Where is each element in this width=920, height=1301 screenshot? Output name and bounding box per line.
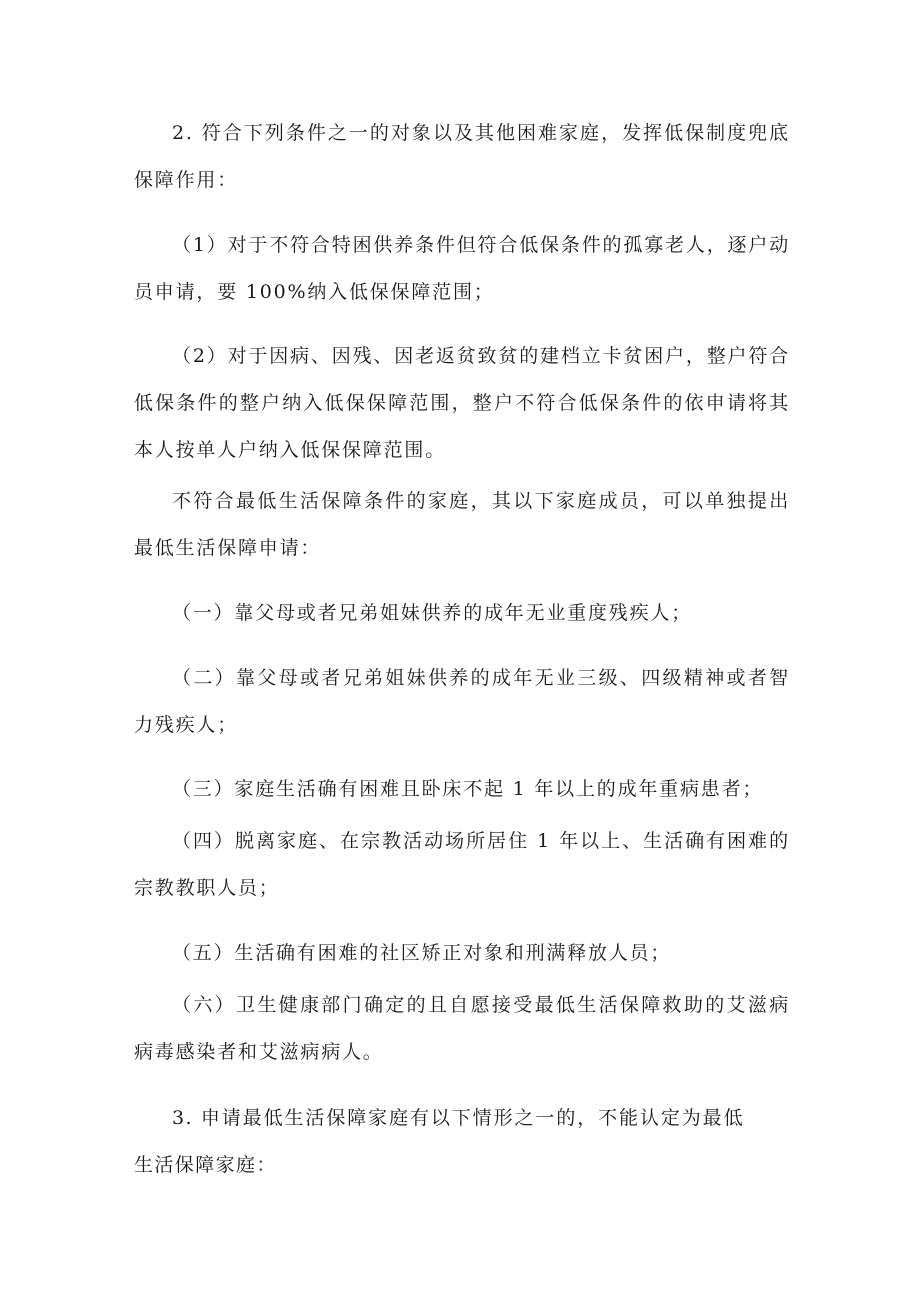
paragraph-member-3: （三）家庭生活确有困难且卧床不起 1 年以上的成年重病患者；	[172, 778, 764, 800]
paragraph-condition-2: 2. 符合下列条件之一的对象以及其他困难家庭，发挥低保制度兜底保障作用：	[134, 122, 790, 191]
paragraph-member-5: （五）生活确有困难的社区矫正对象和刑满释放人员；	[172, 942, 672, 964]
paragraph-member-2: （二）靠父母或者兄弟姐妹供养的成年无业三级、四级精神或者智力残疾人；	[134, 667, 790, 736]
paragraph-item-1-elderly: （1）对于不符合特困供养条件但符合低保条件的孤寡老人，逐户动员申请，要 100%纳入低保保障范围；	[134, 234, 790, 303]
paragraph-condition-3: 3. 申请最低生活保障家庭有以下情形之一的，不能认定为最低生活保障家庭：	[134, 1107, 744, 1176]
paragraph-member-1: （一）靠父母或者兄弟姐妹供养的成年无业重度残疾人；	[172, 602, 693, 624]
paragraph-member-6: （六）卫生健康部门确定的且自愿接受最低生活保障救助的艾滋病病毒感染者和艾滋病病人。	[134, 994, 790, 1063]
paragraph-member-4: （四）脱离家庭、在宗教活动场所居住 1 年以上、生活确有困难的宗教教职人员；	[134, 830, 790, 899]
paragraph-individual-members: 不符合最低生活保障条件的家庭，其以下家庭成员，可以单独提出最低生活保障申请：	[134, 490, 790, 559]
paragraph-item-2-poor-households: （2）对于因病、因残、因老返贫致贫的建档立卡贫困户，整户符合低保条件的整户纳入低保保障范围，整户不符合低保条件的依申请将其本人按单人户纳入低保保障范围。	[134, 345, 790, 461]
